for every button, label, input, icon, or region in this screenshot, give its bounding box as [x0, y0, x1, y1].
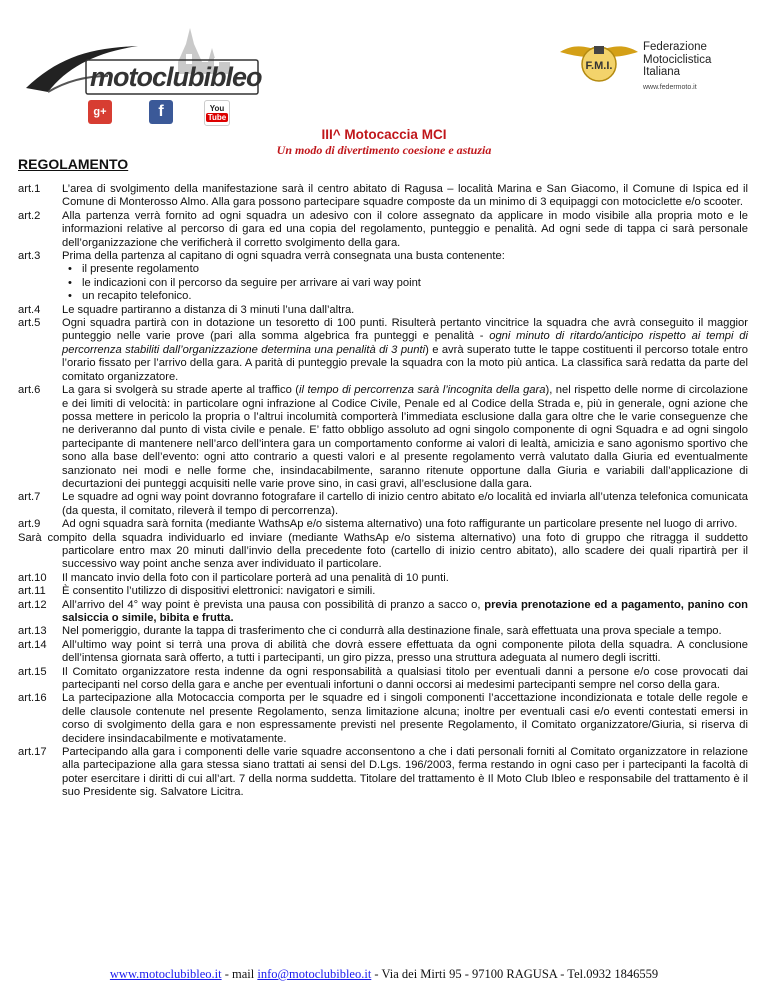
article-text [62, 599, 748, 626]
article-17 [18, 746, 748, 800]
article-number: art.17 [18, 746, 47, 759]
article-14 [18, 639, 748, 666]
article-3 [18, 250, 748, 304]
article-number: art.9 [18, 518, 41, 531]
regulation-body [18, 183, 748, 800]
article-text: Alla partenza verrà fornito ad ogni squadra un adesivo con il colore assegnato da applicare in modo visibile alla propria moto e le informazioni relative al percorso di gara ed una copia del regolamento, punteggio e penalità. Ad ogni sede di tappa ci sarà personale dell’organizzazione che verificherà il corretto svolgimento della gara. [62, 209, 748, 249]
footer [0, 967, 768, 982]
footer-address: - Via dei Mirti 95 - 97100 RAGUSA - Tel.0932 1846559 [371, 967, 659, 981]
email-link[interactable]: info@motoclubibleo.it [257, 967, 372, 981]
article-5 [18, 317, 748, 384]
article-16 [18, 692, 748, 746]
article-text-italic: il tempo di percorrenza sarà l’incognita della gara [299, 384, 546, 397]
article-text-part: All’arrivo del 4° way point è prevista una pausa con possibilità di pranzo a sacco o, [62, 598, 485, 611]
article-text: L’area di svolgimento della manifestazione sarà il centro abitato di Ragusa – località Marina e San Giacomo, il Comune di Ispica ed il Comune di Monterosso Almo. Alla gara possono partecipare squadre composte da un minimo di 3 equipaggi con motociclette e/o scooter. [62, 183, 748, 209]
article-15 [18, 666, 748, 693]
article-text [62, 317, 748, 384]
article-number: art.3 [18, 250, 41, 263]
article-number: art.2 [18, 209, 41, 222]
list-item: • un recapito telefonico. [82, 290, 748, 303]
article-text: Le squadre ad ogni way point dovranno fotografare il cartello di inizio centro abitato e/o località ed inviarla all’utenza telefonica comunicata (da questa, il comitato, rileverà il tempo di percorrenza). [62, 491, 748, 517]
page-subtitle: Un modo di divertimento coesione e astuzia [276, 143, 492, 157]
page-title: III^ Motocaccia MCI [321, 127, 447, 142]
article-text-part: ), nel rispetto delle norme di circolazione e dei limiti di velocità: in particolare ogni infrazione al Codice Civile, Penale ed al Codice della Strada e, più in generale, ogni azione che possa mettere in pericolo la propria o l’altrui incolumità comporterà l’immediata esclusione dalla gara oltre che le varie conseguenze che ne deriveranno dal punto di vista civile e penale. E’ fatto obbligo assoluto ad ogni singolo componente di ogni Squadra e ad ogni singolo partecipante di mantenere nell’arco dell’intera gara un comportamento conforme ai valori di lealtà, amicizia e sano agonismo sportivo che sono alla base dell’evento: ogni atto contrario a questi valori e al presente regolamento verrà valutato dalla Giuria ed eventualmente sanzionato nei modi e nelle forme che, insindacabilmente, saranno ritenute opportune dalla Giuria e variabili dall’applicazione di decurtazioni dei punteggi acquisiti nelle varie prove sino, in casi gravi, all’esclusione dalla gara. [62, 384, 748, 490]
article-number: art.10 [18, 571, 47, 584]
fmi-logo [558, 34, 640, 88]
facebook-icon[interactable]: f [149, 100, 173, 124]
article-text: Il mancato invio della foto con il particolare porterà ad una penalità di 10 punti. [62, 571, 449, 584]
article-text: Nel pomeriggio, durante la tappa di trasferimento che ci condurrà alla destinazione finale, sarà effettuata una prova speciale a tempo. [62, 625, 722, 638]
article-text: La partecipazione alla Motocaccia comporta per le squadre ed i singoli componenti l’accettazione incondizionata e totale delle regole e delle clausole contenute nel presente Regolamento, senza limitazione alcuna; inoltre per eventuali casi e/o eventi contestati emersi in corso di svolgimento della gara e non espressamente previsti nel presente Regolamento, il Comitato organizzatore/Giuria, si riserva di decidere insindacabilmente e motivatamente. [62, 692, 748, 745]
article-7 [18, 491, 748, 518]
section-heading: REGOLAMENTO [18, 156, 129, 172]
youtube-icon-you: You [209, 104, 225, 113]
article-number: art.11 [18, 585, 46, 598]
article-text-italic: ogni minuto di ritardo/anticipo rispetto ai tempi di percorrenza stabiliti dall’organizzazione determina una penalità di 3 punti [62, 330, 748, 356]
article-text [62, 384, 748, 491]
article-11 [18, 585, 748, 598]
google-plus-icon[interactable]: g+ [88, 100, 112, 124]
article-10 [18, 572, 748, 585]
youtube-icon-tube: Tube [207, 113, 227, 122]
brand-name: motoclubibleo [90, 62, 262, 92]
article-text: Ad ogni squadra sarà fornita (mediante WathsAp e/o sistema alternativo) una foto raffigurante un particolare presente nel luogo di arrivo. [62, 518, 738, 531]
youtube-icon[interactable] [204, 100, 230, 126]
article-number: art.12 [18, 598, 47, 611]
article-13 [18, 625, 748, 638]
article-number: art.1 [18, 183, 41, 195]
website-link[interactable]: www.motoclubibleo.it [109, 967, 222, 981]
article-12 [18, 599, 748, 626]
list-item: • le indicazioni con il percorso da seguire per arrivare ai vari way point [82, 277, 748, 290]
article-number: art.6 [18, 384, 41, 397]
article-1 [18, 183, 748, 210]
article-number: art.4 [18, 303, 41, 316]
article-number: art.15 [18, 665, 47, 678]
fmi-badge-text: F.M.I. [585, 60, 613, 72]
article-text: All’ultimo way point si terrà una prova di abilità che dovrà essere effettuata da ogni componente pilota della squadra. A conclusione dell’intensa giornata sarà offerto, a tutti i partecipanti, un giro pizza, presso una struttura adeguata al numero degli iscritti. [62, 638, 748, 665]
article-9-note: Sarà compito della squadra individuarlo ed inviare (mediante WathsAp e/o sistema alternativo) una foto di gruppo che ritragga il suddetto particolare entro max 20 minuti dall’invio della precedente foto (cartello di inizio centro abitato), allo scadere dei quali ripartirà per il successivo way point anche senza aver individuato il particolare. [18, 531, 748, 571]
list-item: • il presente regolamento [82, 263, 748, 276]
article-2 [18, 210, 748, 250]
article-text: È consentito l’utilizzo di dispositivi elettronici: navigatori e simili. [62, 585, 376, 598]
article-6 [18, 384, 748, 491]
article-text: Il Comitato organizzatore resta indenne da ogni responsabilità a qualsiasi titolo per eventuali danni a persone e/o cose provocati dai partecipanti nel corso della gara e anche per eventuali infortuni o danni occorsi ai medesimi partecipanti sempre nel corso della gara. [62, 665, 748, 692]
fmi-url[interactable]: www.federmoto.it [643, 84, 697, 91]
article-text-part: La gara si svolgerà su strade aperte al traffico ( [62, 384, 300, 397]
article-text-part: Ogni squadra partirà con in dotazione un tesoretto di 100 punti. Risulterà pertanto vincitrice la squadra che avrà conseguito il maggior punteggio nelle varie prove (pari alla somma algebrica fra punteggi e penalità - [62, 317, 748, 343]
article-text-part: ) e avrà superato tutte le tappe costituenti il percorso totale entro l’orario fissato per l’arrivo della gara. A parità di punteggio prevale la squadra con la moto più antica. La classifica sarà redatta da parte del comitato organizzatore. [62, 343, 748, 383]
footer-sep: - mail [221, 967, 258, 981]
fmi-line-1: Federazione [643, 41, 707, 53]
article-text: Prima della partenza al capitano di ogni squadra verrà consegnata una busta contenente: [62, 250, 505, 263]
article-number: art.5 [18, 317, 41, 330]
fmi-line-2: Motociclistica [643, 53, 712, 66]
fmi-line-3: Italiana [643, 66, 681, 78]
envelope-contents-list [62, 263, 748, 303]
article-text-bold: previa prenotazione ed a pagamento, panino con salsiccia o simile, bibita e frutta. [62, 598, 748, 624]
article-4 [18, 304, 748, 317]
article-text: Le squadre partiranno a distanza di 3 minuti l’una dall’altra. [62, 303, 355, 316]
article-text: Partecipando alla gara i componenti delle varie squadre acconsentono a che i dati personali forniti al Comitato organizzatore in relazione alla partecipazione alla gara stessa siano trattati ai sensi del D.Lgs. 196/2003, ferma restando in ogni caso per i partecipanti la facoltà di poter esercitare i diritti di cui all’art. 7 della norma suddetta. Titolare del trattamento è Il Moto Club Ibleo e responsabile del trattamento è il suo Presidente sig. Salvatore Licitra. [62, 746, 748, 799]
article-number: art.14 [18, 638, 47, 651]
article-number: art.13 [18, 625, 47, 638]
fmi-name [643, 41, 711, 79]
article-number: art.7 [18, 491, 41, 504]
article-9 [18, 518, 748, 531]
article-number: art.16 [18, 692, 47, 705]
